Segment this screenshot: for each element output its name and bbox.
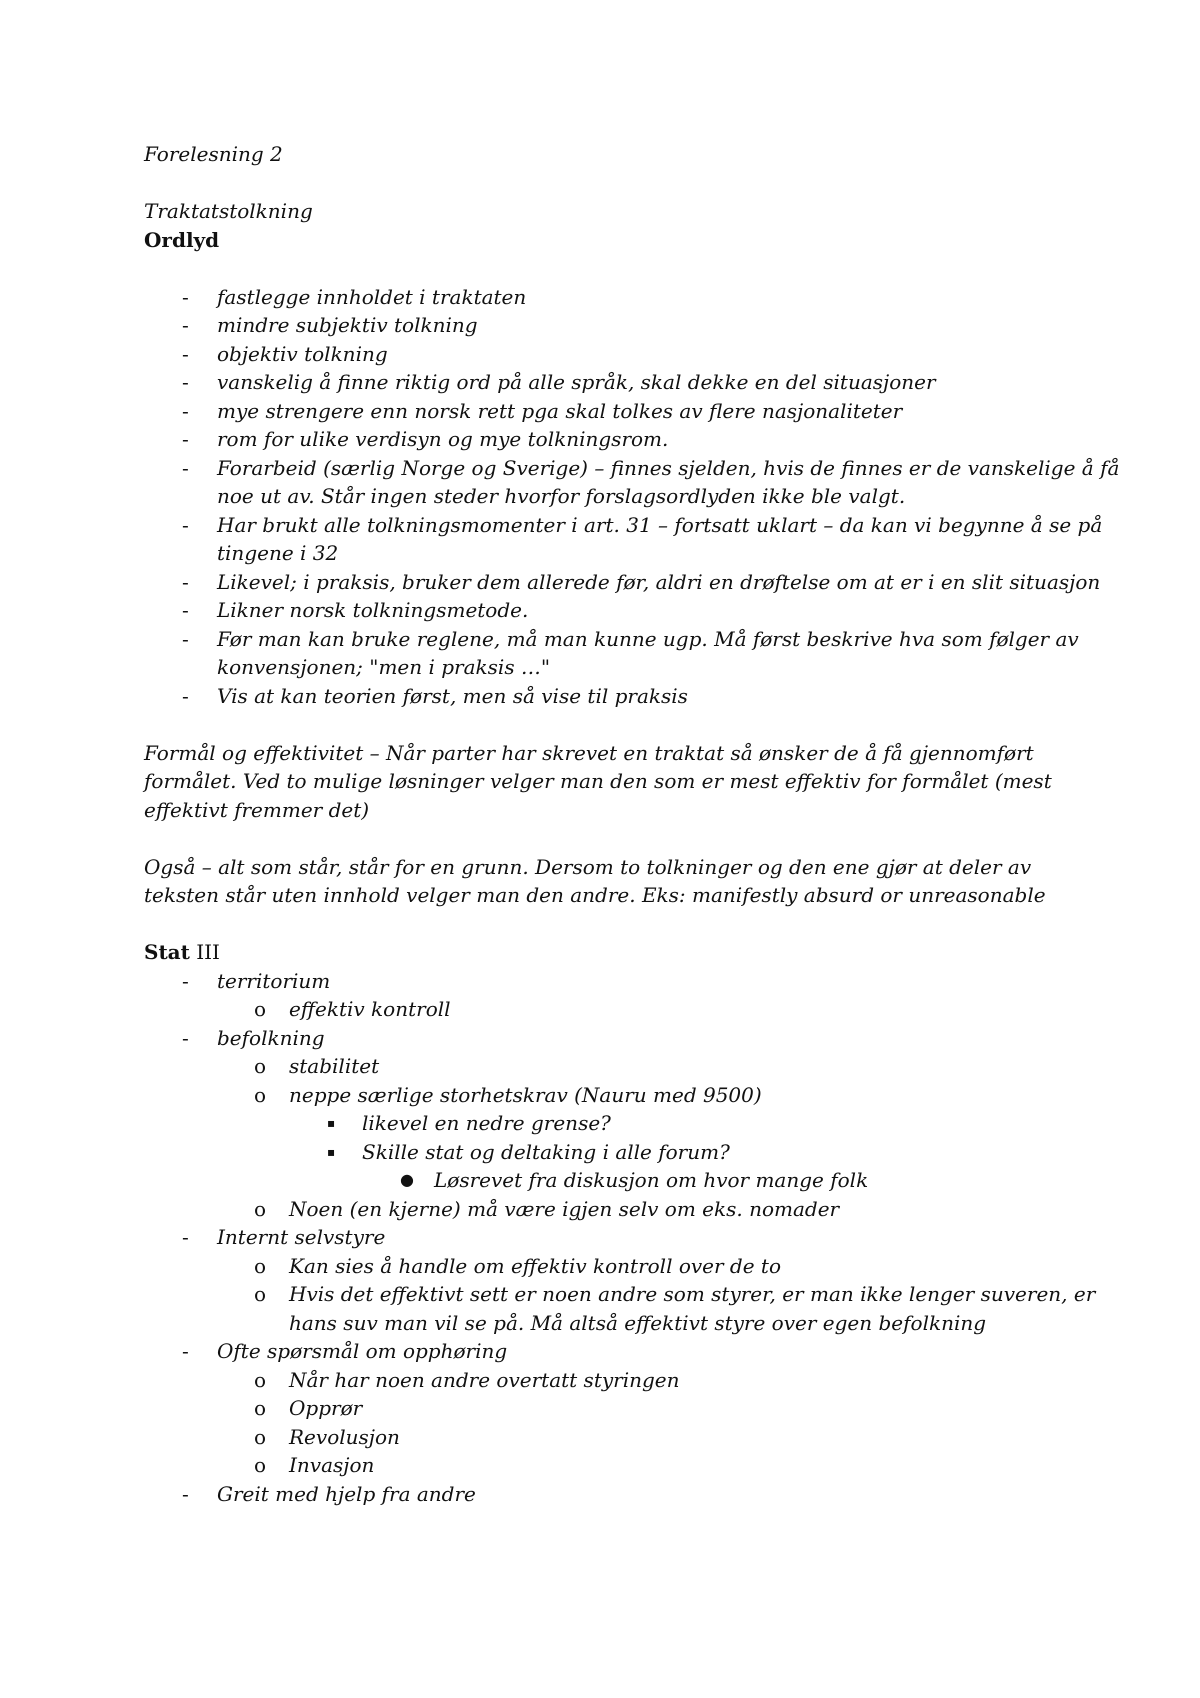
- list-item: - Likevel; i praksis, bruker dem allerede før, aldri en drøftelse om at er i en slit situasjon: [144, 568, 1142, 597]
- list-item: o Noen (en kjerne) må være igjen selv om eks. nomader: [144, 1195, 1142, 1224]
- circle-bullet: o: [254, 1082, 267, 1107]
- lecture-title: Forelesning 2: [144, 142, 283, 166]
- list-item: - befolkning: [144, 1024, 1142, 1053]
- list-item: o stabilitet: [144, 1052, 1142, 1081]
- dash-bullet: -: [182, 398, 189, 423]
- list-item: ▪ likevel en nedre grense?: [144, 1109, 1142, 1138]
- dash-bullet: -: [182, 968, 189, 993]
- dot-bullet: ●: [400, 1170, 414, 1189]
- list-item: - Forarbeid (særlig Norge og Sverige) – finnes sjelden, hvis de finnes er de vanskelige å få noe ut av. Står ingen steder hvorfor forslagsordlyden ikke ble valgt.: [182, 455, 1120, 508]
- dash-bullet: -: [182, 683, 189, 708]
- list-item: o Når har noen andre overtatt styringen: [144, 1366, 1142, 1395]
- list-item: o Hvis det effektivt sett er noen andre som styrer, er man ikke lenger suveren, er hans suv man vil se på. Må altså effektivt styre over egen befolkning: [254, 1282, 1096, 1335]
- circle-bullet: o: [254, 1196, 267, 1221]
- dash-bullet: -: [182, 313, 189, 337]
- list-item: - Likner norsk tolkningsmetode.: [144, 596, 1142, 625]
- circle-bullet: o: [254, 1453, 267, 1477]
- square-bullet: ▪: [327, 1116, 336, 1130]
- list-item: - Internt selvstyre: [144, 1223, 1142, 1252]
- dash-bullet: -: [182, 626, 189, 651]
- dash-bullet: -: [182, 569, 189, 594]
- circle-bullet: o: [254, 1282, 267, 1306]
- section-title-stat: Stat III: [144, 940, 220, 964]
- section-title-traktatstolkning: Traktatstolkning: [144, 199, 313, 223]
- list-item: o effektiv kontroll: [144, 995, 1142, 1024]
- list-item: - mindre subjektiv tolkning: [144, 311, 1142, 340]
- dash-bullet: -: [182, 1481, 189, 1506]
- list-item: - rom for ulike verdisyn og mye tolkningsrom.: [144, 425, 1142, 454]
- dash-bullet: -: [182, 512, 189, 537]
- list-item: ● Løsrevet fra diskusjon om hvor mange folk: [144, 1166, 1142, 1195]
- dash-bullet: -: [182, 1025, 189, 1050]
- list-item: - vanskelig å finne riktig ord på alle språk, skal dekke en del situasjoner: [144, 368, 1142, 397]
- dash-bullet: -: [182, 341, 189, 366]
- paragraph-formal-effektivitet: Formål og effektivitet – Når parter har skrevet en traktat så ønsker de å få gjennomført formålet. Ved to mulige løsninger velger man den som er mest effektiv for formålet (mest effektivt fremmer det): [144, 740, 1052, 822]
- dash-bullet: -: [182, 598, 189, 622]
- paragraph-ogsa: Også – alt som står, står for en grunn. Dersom to tolkninger og den ene gjør at deler av teksten står uten innhold velger man den andre. Eks: manifestly absurd or unreasonable: [144, 854, 1046, 907]
- dash-bullet: -: [182, 1225, 189, 1249]
- ordlyd-list: [144, 283, 1200, 711]
- list-item: - objektiv tolkning: [144, 340, 1142, 369]
- circle-bullet: o: [254, 1253, 267, 1278]
- list-item: o Opprør: [144, 1394, 1142, 1423]
- dash-bullet: -: [182, 284, 189, 309]
- list-item: - Greit med hjelp fra andre: [144, 1480, 1142, 1509]
- dash-bullet: -: [182, 427, 189, 451]
- square-bullet: ▪: [327, 1144, 336, 1159]
- circle-bullet: o: [254, 1424, 267, 1449]
- circle-bullet: o: [254, 1396, 267, 1420]
- list-item: - fastlegge innholdet i traktaten: [144, 283, 1142, 312]
- list-item: ▪ Skille stat og deltaking i alle forum?: [144, 1138, 1142, 1167]
- circle-bullet: o: [254, 1054, 267, 1078]
- list-item: o Invasjon: [144, 1451, 1142, 1480]
- stat-list: [144, 967, 1200, 1509]
- list-item: - Ofte spørsmål om opphøring: [144, 1337, 1142, 1366]
- list-item: - Vis at kan teorien først, men så vise til praksis: [144, 682, 1142, 711]
- circle-bullet: o: [254, 1367, 267, 1392]
- list-item: - Har brukt alle tolkningsmomenter i art. 31 – fortsatt uklart – da kan vi begynne å se på tingene i 32: [182, 512, 1103, 565]
- circle-bullet: o: [254, 997, 267, 1021]
- section-subtitle-ordlyd: Ordlyd: [144, 227, 220, 252]
- list-item: o Kan sies å handle om effektiv kontroll over de to: [144, 1252, 1142, 1281]
- dash-bullet: -: [182, 370, 189, 394]
- dash-bullet: -: [182, 455, 189, 480]
- list-item: - territorium: [144, 967, 1142, 996]
- list-item: - mye strengere enn norsk rett pga skal tolkes av flere nasjonaliteter: [144, 397, 1142, 426]
- list-item: o Revolusjon: [144, 1423, 1142, 1452]
- list-item: o neppe særlige storhetskrav (Nauru med 9500): [144, 1081, 1142, 1110]
- list-item: - Før man kan bruke reglene, må man kunne ugp. Må først beskrive hva som følger av konvensjonen; "men i praksis …": [182, 626, 1079, 679]
- dash-bullet: -: [182, 1339, 189, 1363]
